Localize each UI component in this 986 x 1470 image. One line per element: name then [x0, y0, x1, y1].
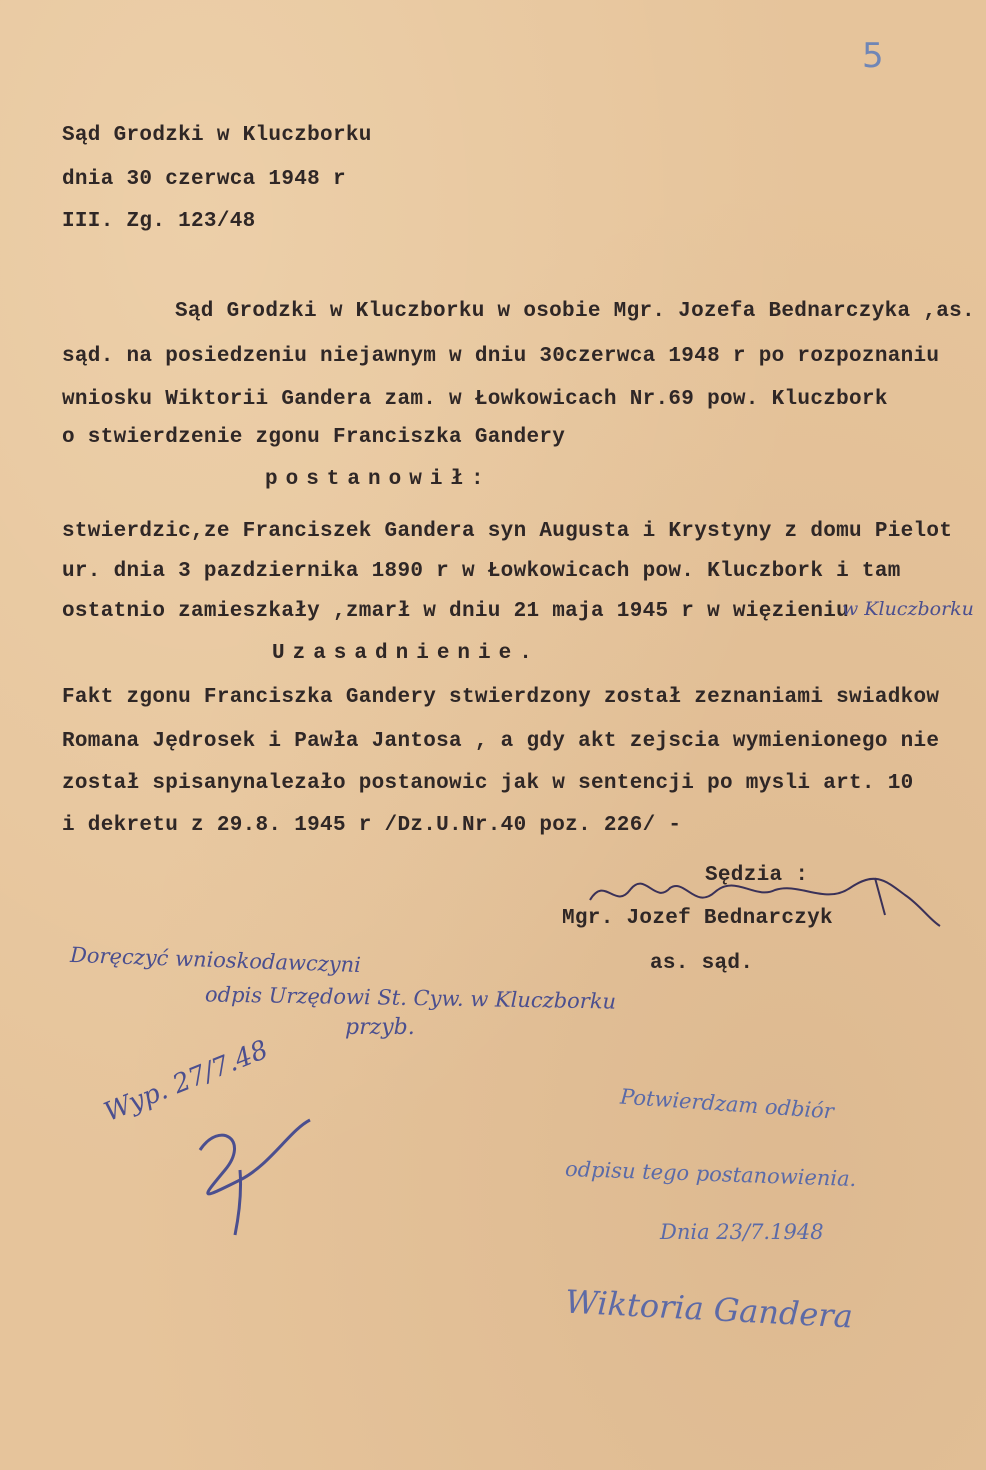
intro-line-3: wniosku Wiktorii Gandera zam. w Łowkowicach Nr.69 pow. Kluczbork	[62, 388, 888, 411]
handwritten-insert: w Kluczborku	[842, 598, 974, 620]
receipt-line-2: odpisu tego postanowienia.	[564, 1156, 857, 1192]
page-number: 5	[862, 36, 884, 76]
justification-line-4: i dekretu z 29.8. 1945 r /Dz.U.Nr.40 poz. 226/ -	[62, 814, 682, 837]
note-line-3: przyb.	[345, 1015, 415, 1040]
intro-line-1: Sąd Grodzki w Kluczborku w osobie Mgr. Jozefa Bednarczyka ,as.	[175, 300, 975, 323]
signature-name: Mgr. Jozef Bednarczyk	[562, 907, 833, 930]
decision-line-2: ur. dnia 3 pazdziernika 1890 r w Łowkowicach pow. Kluczbork i tam	[62, 560, 901, 583]
receipt-line-1: Potwierdzam odbiór	[619, 1084, 835, 1124]
dispatch-date: Wyp. 27/7.48	[100, 1034, 273, 1128]
justification-heading: Uzasadnienie.	[272, 642, 540, 665]
signature-role: as. sąd.	[650, 952, 754, 975]
court-name: Sąd Grodzki w Kluczborku	[62, 124, 372, 147]
decision-line-1: stwierdzic,ze Franciszek Gandera syn Augusta i Krystyny z domu Pielot	[62, 520, 953, 543]
justification-line-1: Fakt zgonu Franciszka Gandery stwierdzony został zeznaniami swiadkow	[62, 686, 940, 709]
note-line-1: Doręczyć wnioskodawczyni	[69, 942, 362, 978]
intro-line-2: sąd. na posiedzeniu niejawnym w dniu 30czerwca 1948 r po rozpoznaniu	[62, 345, 940, 368]
decision-line-3: ostatnio zamieszkały ,zmarł w dniu 21 maja 1945 r w więzieniu	[62, 600, 850, 623]
intro-line-4: o stwierdzenie zgonu Franciszka Gandery	[62, 426, 566, 449]
justification-line-2: Romana Jędrosek i Pawła Jantosa , a gdy akt zejscia wymienionego nie	[62, 730, 940, 753]
clerk-initials-scribble	[180, 1110, 330, 1240]
justification-line-3: został spisanynalezało postanowic jak w sentencji po mysli art. 10	[62, 772, 914, 795]
applicant-signature: Wiktoria Gandera	[564, 1282, 854, 1336]
note-line-2: odpis Urzędowi St. Cyw. w Kluczborku	[204, 982, 617, 1014]
document-date: dnia 30 czerwca 1948 r	[62, 168, 346, 191]
receipt-date: Dnia 23/7.1948	[660, 1220, 824, 1244]
signature-title: Sędzia :	[705, 864, 809, 887]
decision-heading: postanowił:	[265, 468, 492, 491]
case-number: III. Zg. 123/48	[62, 210, 256, 233]
